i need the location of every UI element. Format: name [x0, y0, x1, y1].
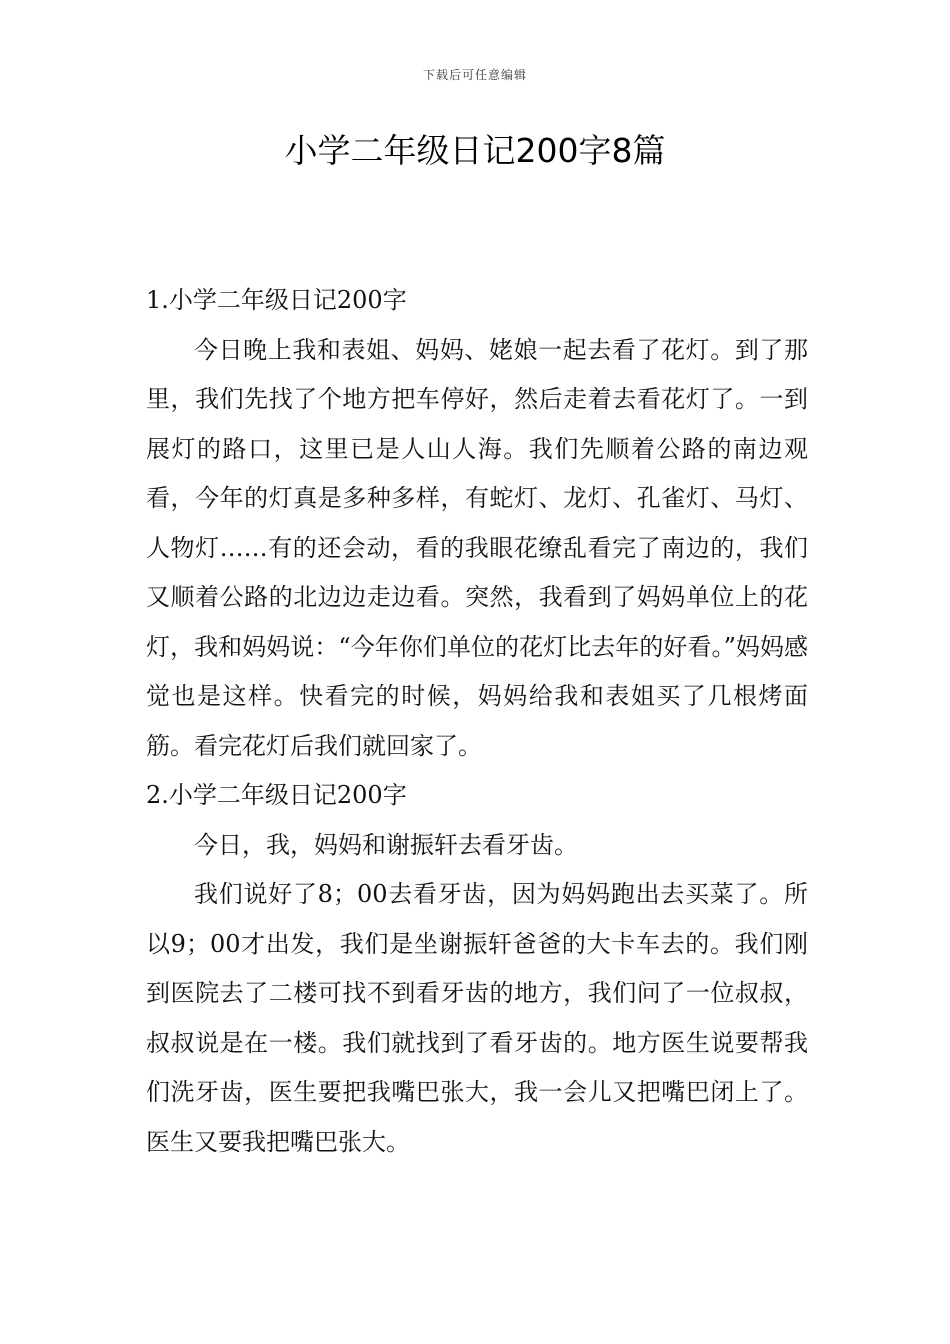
section-heading: 2.小学二年级日记200字: [146, 781, 407, 809]
document-title: 小学二年级日记200字8篇: [284, 131, 666, 170]
paragraph: 今日，我，妈妈和谢振轩去看牙齿。: [194, 830, 578, 859]
header-note: 下载后可任意编辑: [422, 68, 527, 82]
paragraph: 我们说好了8；00去看牙齿，因为妈妈跑出去买菜了。所以9；00才出发，我们是坐谢振轩爸爸的大卡车去的。我们刚到医院去了二楼可找不到看牙齿的地方，我们问了一位叔叔，叔叔说是在一楼。我们就找到了看牙齿的。地方医生说要帮我们洗牙齿，医生要把我嘴巴张大，我一会儿又把嘴巴闭上了。医生又要我把嘴巴张大。: [146, 880, 808, 1156]
paragraph: 今日晚上我和表姐、妈妈、姥娘一起去看了花灯。到了那里，我们先找了个地方把车停好，然后走着去看花灯了。一到展灯的路口，这里已是人山人海。我们先顺着公路的南边观看，今年的灯真是多种多样，有蛇灯、龙灯、孔雀灯、马灯、人物灯……有的还会动，看的我眼花缭乱看完了南边的，我们又顺着公路的北边边走边看。突然，我看到了妈妈单位上的花灯，我和妈妈说：“今年你们单位的花灯比去年的好看。”妈妈感觉也是这样。快看完的时候，妈妈给我和表姐买了几根烤面筋。看完花灯后我们就回家了。: [146, 335, 808, 760]
section-2: [146, 771, 808, 1167]
section-1: [146, 276, 808, 771]
document-body: [146, 276, 808, 1167]
section-heading: 1.小学二年级日记200字: [146, 286, 407, 314]
